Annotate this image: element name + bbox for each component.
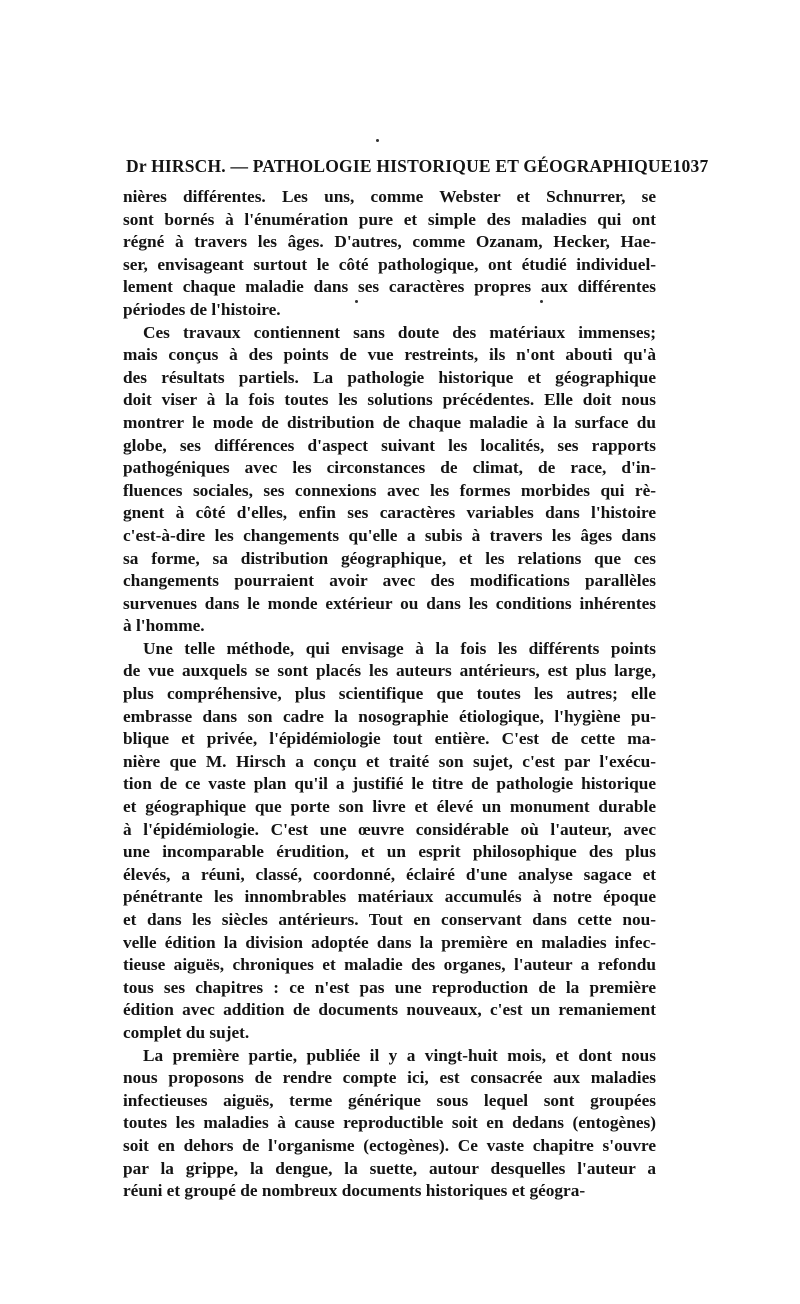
text-line: La première partie, publiée il y a vingt-huit mois, et dont nous — [143, 1045, 656, 1065]
text-line: Une telle méthode, qui envisage à la fois les différents points — [143, 638, 656, 658]
text-line: mais conçus à des points de vue restreints, ils n'ont abouti qu'à — [123, 345, 656, 365]
running-title: Dr HIRSCH. — PATHOLOGIE HISTORIQUE ET GÉOGRAPHIQUE — [126, 156, 673, 176]
text-line: nous proposons de rendre compte ici, est consacrée aux maladies — [123, 1068, 656, 1088]
text-line: par la grippe, la dengue, la suette, autour desquelles l'auteur a — [123, 1158, 656, 1178]
text-line: doit viser à la fois toutes les solutions précédentes. Elle doit nous — [123, 390, 656, 410]
text-line: toutes les maladies à cause reproductible soit en dedans (entogènes) — [123, 1113, 656, 1133]
text-line: pénétrante les innombrables matériaux accumulés à notre époque — [123, 887, 656, 907]
text-line: soit en dehors de l'organisme (ectogènes). Ce vaste chapitre s'ouvre — [123, 1135, 656, 1155]
paragraph-1 — [123, 186, 656, 322]
text-line: à l'épidémiologie. C'est une œuvre considérable où l'auteur, avec — [123, 819, 656, 839]
text-line: nière que M. Hirsch a conçu et traité son sujet, c'est par l'exécu- — [123, 751, 656, 771]
text-line: lement chaque maladie dans ses caractères propres aux différentes — [123, 277, 656, 297]
paragraph-4 — [123, 1045, 656, 1203]
text-line: tieuse aiguës, chroniques et maladie des organes, l'auteur a refondu — [123, 955, 656, 975]
text-line: survenues dans le monde extérieur ou dans les conditions inhérentes — [123, 593, 656, 613]
text-line: édition avec addition de documents nouveaux, c'est un remaniement — [123, 1000, 656, 1020]
text-line: périodes de l'histoire. — [123, 299, 281, 319]
text-line: élevés, a réuni, classé, coordonné, éclairé d'une analyse sagace et — [123, 864, 656, 884]
text-line: gnent à côté d'elles, enfin ses caractères variables dans l'histoire — [123, 503, 656, 523]
page-number: 1037 — [672, 156, 709, 176]
text-line: de vue auxquels se sont placés les auteurs antérieurs, est plus large, — [123, 661, 656, 681]
text-line: fluences sociales, ses connexions avec les formes morbides qui rè- — [123, 480, 656, 500]
text-line: velle édition la division adoptée dans la première en maladies infec- — [123, 932, 656, 952]
text-line: sa forme, sa distribution géographique, et les relations que ces — [123, 548, 656, 568]
text-line: tous ses chapitres : ce n'est pas une reproduction de la première — [123, 977, 656, 997]
text-line: à l'homme. — [123, 616, 205, 636]
text-line: montrer le mode de distribution de chaque maladie à la surface du — [123, 412, 656, 432]
text-line: infectieuses aiguës, terme générique sous lequel sont groupées — [123, 1090, 656, 1110]
text-line: des résultats partiels. La pathologie historique et géographique — [123, 367, 656, 387]
text-line: c'est-à-dire les changements qu'elle a subis à travers les âges dans — [123, 525, 656, 545]
text-line: Ces travaux contiennent sans doute des matériaux immenses; — [143, 322, 656, 342]
text-line: embrasse dans son cadre la nosographie étiologique, l'hygiène pu- — [123, 706, 656, 726]
text-line: tion de ce vaste plan qu'il a justifié le titre de pathologie historique — [123, 774, 656, 794]
text-line: plus compréhensive, plus scientifique que toutes les autres; elle — [123, 684, 656, 704]
text-line: globe, ses différences d'aspect suivant les localités, ses rapports — [123, 435, 656, 455]
print-speck — [540, 300, 543, 303]
text-line: réuni et groupé de nombreux documents historiques et géogra- — [123, 1181, 586, 1201]
text-line: ser, envisageant surtout le côté pathologique, ont étudié individuel- — [123, 254, 656, 274]
paragraph-3 — [123, 638, 656, 1045]
text-line: changements pourraient avoir avec des modifications parallèles — [123, 571, 656, 591]
text-line: blique et privée, l'épidémiologie tout entière. C'est de cette ma- — [123, 729, 656, 749]
running-header — [126, 156, 709, 177]
text-line: sont bornés à l'énumération pure et simple des maladies qui ont — [123, 209, 656, 229]
text-line: et dans les siècles antérieurs. Tout en conservant dans cette nou- — [123, 910, 656, 929]
text-line: nières différentes. Les uns, comme Webster et Schnurrer, se — [123, 187, 656, 206]
text-line: régné à travers les âges. D'autres, comme Ozanam, Hecker, Hae- — [123, 232, 656, 252]
text-line: pathogéniques avec les circonstances de climat, de race, d'in- — [123, 458, 656, 478]
body-text — [123, 186, 656, 1203]
text-line: complet du sujet. — [123, 1022, 250, 1042]
paragraph-2 — [123, 322, 656, 638]
print-speck — [376, 139, 379, 142]
text-line: et géographique que porte son livre et élevé un monument durable — [123, 797, 656, 817]
text-line: une incomparable érudition, et un esprit philosophique des plus — [123, 842, 656, 862]
print-speck — [355, 300, 358, 303]
